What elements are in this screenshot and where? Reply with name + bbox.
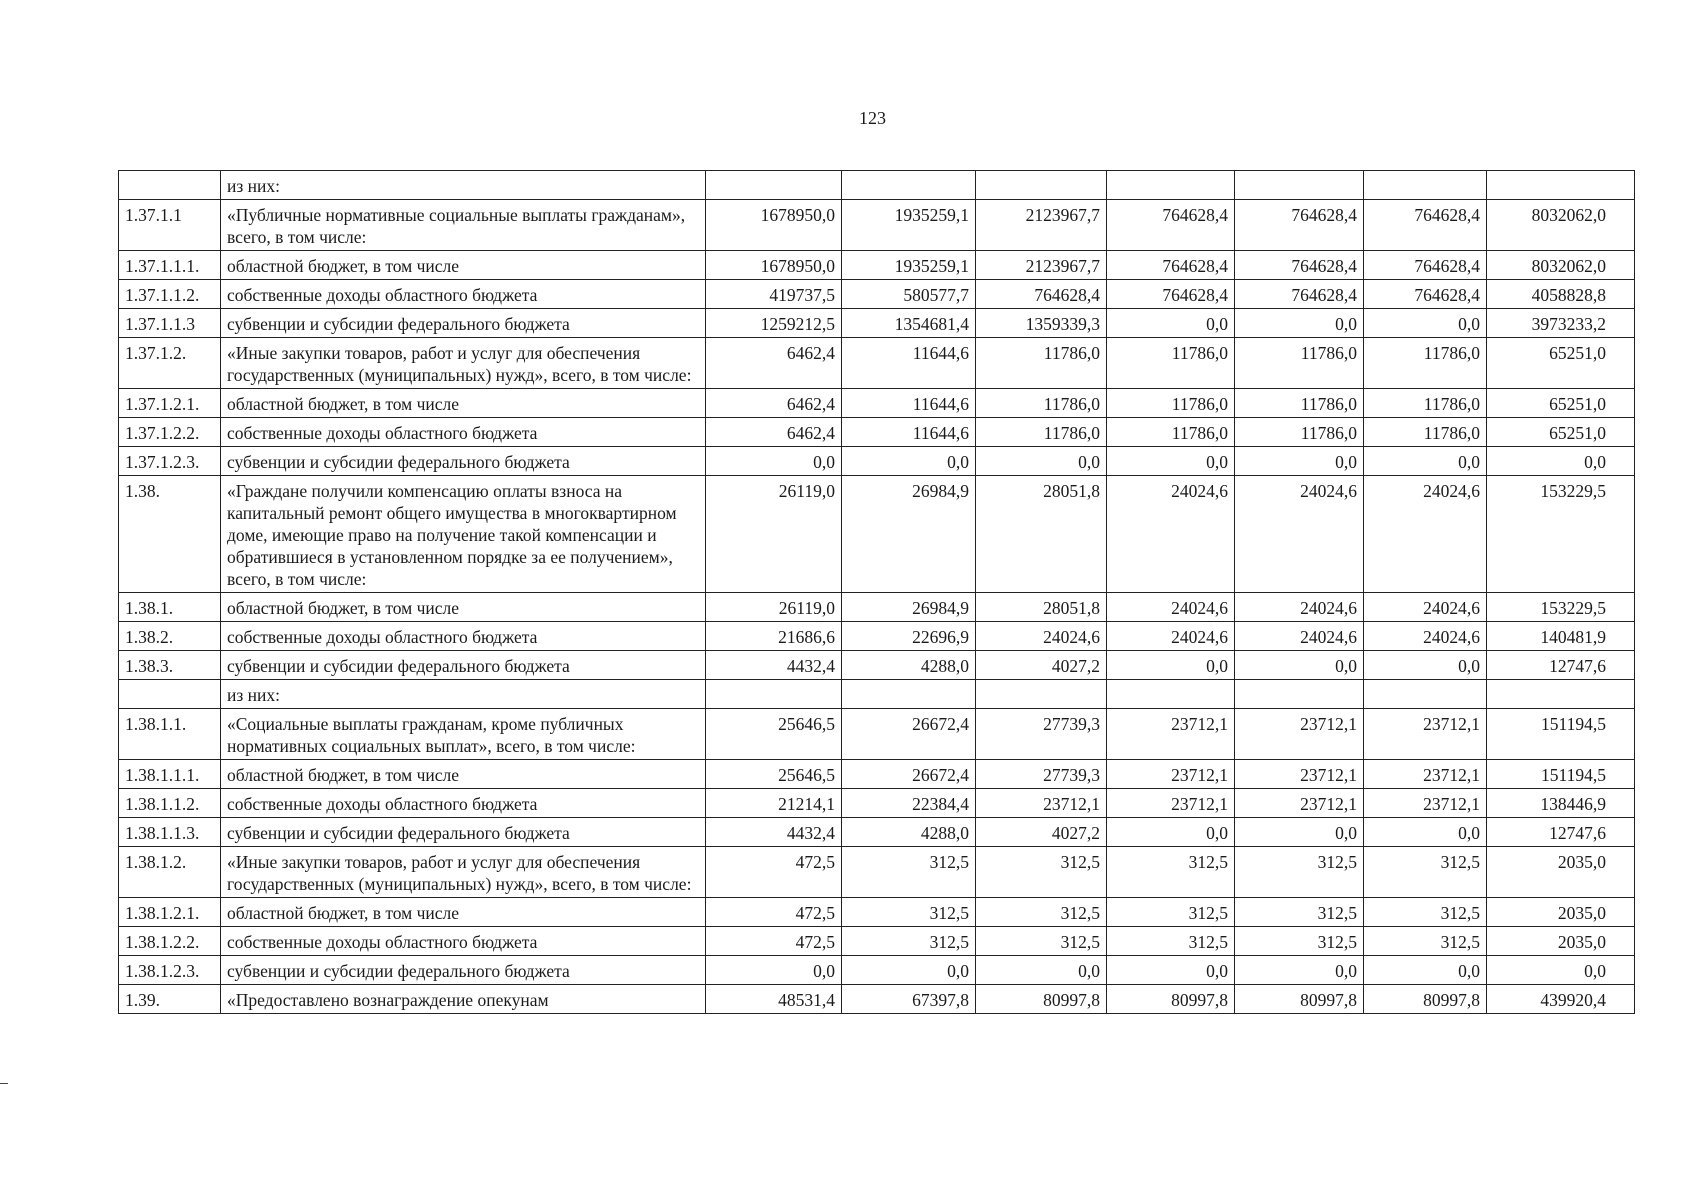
row-value-cell: 26984,9 [842, 593, 976, 622]
row-value-cell: 67397,8 [842, 985, 976, 1014]
row-value-cell: 312,5 [1235, 927, 1364, 956]
row-description-cell: собственные доходы областного бюджета [221, 789, 706, 818]
table-row [119, 927, 1635, 956]
table-body [119, 171, 1635, 1014]
row-value-cell: 21686,6 [706, 622, 842, 651]
row-description-cell: субвенции и субсидии федерального бюджета [221, 651, 706, 680]
row-description-cell: областной бюджет, в том числе [221, 593, 706, 622]
row-description-cell: областной бюджет, в том числе [221, 389, 706, 418]
row-code-cell: 1.37.1.2.1. [119, 389, 221, 418]
row-total-cell: 8032062,0 [1487, 200, 1635, 251]
row-value-cell: 0,0 [842, 447, 976, 476]
row-value-cell: 2123967,7 [976, 200, 1107, 251]
row-value-cell: 312,5 [1235, 847, 1364, 898]
table-row [119, 251, 1635, 280]
row-value-cell: 0,0 [976, 447, 1107, 476]
row-value-cell: 11786,0 [1235, 389, 1364, 418]
row-code-cell: 1.38.1.2.1. [119, 898, 221, 927]
row-code-cell: 1.37.1.2. [119, 338, 221, 389]
row-total-cell: 0,0 [1487, 447, 1635, 476]
row-code-cell: 1.38.3. [119, 651, 221, 680]
table-row [119, 709, 1635, 760]
budget-table [118, 170, 1635, 1014]
row-code-cell: 1.37.1.2.2. [119, 418, 221, 447]
row-value-cell: 22696,9 [842, 622, 976, 651]
row-description-cell: из них: [221, 171, 706, 200]
row-value-cell: 764628,4 [1235, 200, 1364, 251]
row-total-cell: 151194,5 [1487, 760, 1635, 789]
row-total-cell: 2035,0 [1487, 898, 1635, 927]
table-row [119, 200, 1635, 251]
row-value-cell: 28051,8 [976, 476, 1107, 593]
table-row [119, 847, 1635, 898]
row-value-cell: 312,5 [842, 847, 976, 898]
row-value-cell: 26984,9 [842, 476, 976, 593]
row-value-cell: 0,0 [1364, 956, 1487, 985]
row-total-cell: 153229,5 [1487, 593, 1635, 622]
row-value-cell: 4432,4 [706, 651, 842, 680]
row-description-cell: «Граждане получили компенсацию оплаты взноса на капитальный ремонт общего имущества в многоквартирном доме, имеющие право на получение такой компенсации и обратившиеся в установленном порядке за ее получением», всего, в том числе: [221, 476, 706, 593]
row-value-cell: 23712,1 [976, 789, 1107, 818]
row-value-cell: 764628,4 [1107, 280, 1235, 309]
row-value-cell: 11644,6 [842, 338, 976, 389]
row-value-cell: 764628,4 [1364, 280, 1487, 309]
row-value-cell: 0,0 [1235, 818, 1364, 847]
table-row [119, 818, 1635, 847]
row-value-cell: 0,0 [1235, 956, 1364, 985]
row-value-cell: 764628,4 [1107, 251, 1235, 280]
row-value-cell: 11786,0 [1235, 418, 1364, 447]
row-total-cell: 439920,4 [1487, 985, 1635, 1014]
row-total-cell: 12747,6 [1487, 651, 1635, 680]
row-value-cell: 0,0 [1107, 651, 1235, 680]
table-row [119, 447, 1635, 476]
row-code-cell: 1.38.1.1.3. [119, 818, 221, 847]
row-value-cell: 0,0 [1364, 818, 1487, 847]
row-value-cell: 24024,6 [1235, 622, 1364, 651]
row-code-cell [119, 680, 221, 709]
row-value-cell: 764628,4 [1364, 200, 1487, 251]
row-value-cell: 6462,4 [706, 418, 842, 447]
row-description-cell: «Иные закупки товаров, работ и услуг для обеспечения государственных (муниципальных) нужд», всего, в том числе: [221, 338, 706, 389]
row-value-cell [976, 680, 1107, 709]
row-value-cell: 0,0 [976, 956, 1107, 985]
row-value-cell: 23712,1 [1107, 709, 1235, 760]
row-value-cell: 312,5 [976, 898, 1107, 927]
table-row [119, 476, 1635, 593]
row-value-cell: 24024,6 [976, 622, 1107, 651]
row-code-cell: 1.38.1.2.2. [119, 927, 221, 956]
row-value-cell: 27739,3 [976, 709, 1107, 760]
row-total-cell: 65251,0 [1487, 418, 1635, 447]
row-value-cell: 25646,5 [706, 709, 842, 760]
row-value-cell: 24024,6 [1107, 622, 1235, 651]
row-description-cell: собственные доходы областного бюджета [221, 927, 706, 956]
row-value-cell: 6462,4 [706, 389, 842, 418]
row-value-cell: 764628,4 [1107, 200, 1235, 251]
row-value-cell: 4288,0 [842, 651, 976, 680]
row-value-cell: 11786,0 [1107, 418, 1235, 447]
row-total-cell: 65251,0 [1487, 338, 1635, 389]
row-value-cell: 764628,4 [976, 280, 1107, 309]
row-value-cell: 580577,7 [842, 280, 976, 309]
row-value-cell: 11644,6 [842, 389, 976, 418]
row-value-cell: 24024,6 [1235, 593, 1364, 622]
row-value-cell: 0,0 [842, 956, 976, 985]
row-code-cell: 1.38.1.1.1. [119, 760, 221, 789]
row-code-cell: 1.37.1.1.2. [119, 280, 221, 309]
row-code-cell: 1.38.2. [119, 622, 221, 651]
table-row [119, 171, 1635, 200]
row-total-cell: 151194,5 [1487, 709, 1635, 760]
row-value-cell [1235, 680, 1364, 709]
row-value-cell: 312,5 [1107, 927, 1235, 956]
row-value-cell: 23712,1 [1364, 760, 1487, 789]
table-row [119, 418, 1635, 447]
row-value-cell: 0,0 [1364, 309, 1487, 338]
row-total-cell [1487, 171, 1635, 200]
row-value-cell: 1354681,4 [842, 309, 976, 338]
row-description-cell: субвенции и субсидии федерального бюджета [221, 447, 706, 476]
row-total-cell: 12747,6 [1487, 818, 1635, 847]
row-value-cell: 26119,0 [706, 593, 842, 622]
row-value-cell: 26672,4 [842, 709, 976, 760]
row-code-cell: 1.39. [119, 985, 221, 1014]
row-total-cell: 2035,0 [1487, 927, 1635, 956]
row-value-cell: 11786,0 [1107, 389, 1235, 418]
row-value-cell: 11786,0 [1364, 418, 1487, 447]
row-description-cell: «Публичные нормативные социальные выплаты гражданам», всего, в том числе: [221, 200, 706, 251]
row-description-cell: областной бюджет, в том числе [221, 251, 706, 280]
row-value-cell: 23712,1 [1235, 760, 1364, 789]
row-value-cell: 764628,4 [1235, 280, 1364, 309]
row-code-cell: 1.37.1.1.3 [119, 309, 221, 338]
row-value-cell: 6462,4 [706, 338, 842, 389]
row-code-cell: 1.37.1.1.1. [119, 251, 221, 280]
row-value-cell: 25646,5 [706, 760, 842, 789]
scan-edge-mark [0, 1083, 8, 1084]
row-value-cell: 312,5 [842, 898, 976, 927]
row-code-cell: 1.38.1.1. [119, 709, 221, 760]
row-value-cell: 0,0 [1364, 651, 1487, 680]
row-value-cell: 11786,0 [976, 418, 1107, 447]
page-number: 123 [859, 108, 886, 128]
table-row [119, 898, 1635, 927]
row-total-cell: 2035,0 [1487, 847, 1635, 898]
row-total-cell: 0,0 [1487, 956, 1635, 985]
row-value-cell: 26119,0 [706, 476, 842, 593]
row-value-cell: 0,0 [706, 956, 842, 985]
row-value-cell: 23712,1 [1364, 709, 1487, 760]
row-code-cell: 1.37.1.1 [119, 200, 221, 251]
table-row [119, 985, 1635, 1014]
row-value-cell: 1935259,1 [842, 200, 976, 251]
table-row [119, 309, 1635, 338]
row-value-cell [1364, 680, 1487, 709]
row-value-cell: 419737,5 [706, 280, 842, 309]
row-value-cell: 2123967,7 [976, 251, 1107, 280]
row-value-cell: 312,5 [1107, 847, 1235, 898]
row-description-cell: областной бюджет, в том числе [221, 760, 706, 789]
row-value-cell: 472,5 [706, 847, 842, 898]
row-value-cell: 0,0 [1107, 818, 1235, 847]
row-value-cell: 24024,6 [1235, 476, 1364, 593]
row-value-cell: 312,5 [1107, 898, 1235, 927]
row-total-cell: 140481,9 [1487, 622, 1635, 651]
row-value-cell: 0,0 [1235, 309, 1364, 338]
row-value-cell [1235, 171, 1364, 200]
row-value-cell: 312,5 [1364, 898, 1487, 927]
row-total-cell: 3973233,2 [1487, 309, 1635, 338]
row-value-cell: 24024,6 [1364, 476, 1487, 593]
row-value-cell: 4432,4 [706, 818, 842, 847]
row-value-cell [976, 171, 1107, 200]
row-value-cell: 24024,6 [1107, 593, 1235, 622]
row-code-cell: 1.38.1.1.2. [119, 789, 221, 818]
row-value-cell: 80997,8 [1235, 985, 1364, 1014]
row-value-cell: 23712,1 [1107, 760, 1235, 789]
row-value-cell: 0,0 [1107, 447, 1235, 476]
row-value-cell: 312,5 [976, 847, 1107, 898]
row-value-cell: 4027,2 [976, 818, 1107, 847]
row-description-cell: субвенции и субсидии федерального бюджета [221, 956, 706, 985]
row-value-cell: 11644,6 [842, 418, 976, 447]
row-value-cell [706, 680, 842, 709]
row-value-cell: 11786,0 [976, 389, 1107, 418]
table-row [119, 651, 1635, 680]
row-value-cell: 1935259,1 [842, 251, 976, 280]
row-value-cell: 312,5 [842, 927, 976, 956]
row-value-cell: 11786,0 [976, 338, 1107, 389]
row-description-cell: «Предоставлено вознаграждение опекунам [221, 985, 706, 1014]
row-value-cell: 24024,6 [1364, 622, 1487, 651]
row-value-cell [706, 171, 842, 200]
row-value-cell: 0,0 [1107, 956, 1235, 985]
row-value-cell: 80997,8 [1107, 985, 1235, 1014]
row-value-cell: 23712,1 [1235, 709, 1364, 760]
row-description-cell: из них: [221, 680, 706, 709]
row-value-cell: 0,0 [1235, 447, 1364, 476]
row-code-cell: 1.38.1. [119, 593, 221, 622]
row-value-cell: 11786,0 [1364, 338, 1487, 389]
row-description-cell: собственные доходы областного бюджета [221, 622, 706, 651]
row-value-cell: 312,5 [1364, 927, 1487, 956]
row-value-cell: 24024,6 [1364, 593, 1487, 622]
row-value-cell: 764628,4 [1364, 251, 1487, 280]
row-description-cell: областной бюджет, в том числе [221, 898, 706, 927]
row-value-cell: 0,0 [1364, 447, 1487, 476]
row-description-cell: «Иные закупки товаров, работ и услуг для обеспечения государственных (муниципальных) нужд», всего, в том числе: [221, 847, 706, 898]
row-value-cell: 24024,6 [1107, 476, 1235, 593]
row-value-cell: 764628,4 [1235, 251, 1364, 280]
row-value-cell: 26672,4 [842, 760, 976, 789]
row-value-cell: 28051,8 [976, 593, 1107, 622]
row-value-cell: 23712,1 [1235, 789, 1364, 818]
row-value-cell [842, 680, 976, 709]
row-value-cell: 472,5 [706, 898, 842, 927]
row-total-cell: 4058828,8 [1487, 280, 1635, 309]
row-value-cell: 11786,0 [1107, 338, 1235, 389]
table-row [119, 389, 1635, 418]
row-description-cell: собственные доходы областного бюджета [221, 280, 706, 309]
row-value-cell: 48531,4 [706, 985, 842, 1014]
row-value-cell: 0,0 [1107, 309, 1235, 338]
row-value-cell: 312,5 [976, 927, 1107, 956]
row-value-cell: 4288,0 [842, 818, 976, 847]
row-value-cell: 27739,3 [976, 760, 1107, 789]
row-description-cell: субвенции и субсидии федерального бюджета [221, 818, 706, 847]
row-total-cell: 138446,9 [1487, 789, 1635, 818]
row-code-cell: 1.38.1.2.3. [119, 956, 221, 985]
row-value-cell: 472,5 [706, 927, 842, 956]
row-value-cell: 80997,8 [1364, 985, 1487, 1014]
row-value-cell: 0,0 [706, 447, 842, 476]
table-row [119, 593, 1635, 622]
row-code-cell: 1.38.1.2. [119, 847, 221, 898]
row-value-cell [1364, 171, 1487, 200]
table-row [119, 338, 1635, 389]
row-value-cell: 22384,4 [842, 789, 976, 818]
row-value-cell [842, 171, 976, 200]
row-value-cell [1107, 171, 1235, 200]
row-value-cell [1107, 680, 1235, 709]
row-total-cell [1487, 680, 1635, 709]
table-row [119, 280, 1635, 309]
row-code-cell: 1.37.1.2.3. [119, 447, 221, 476]
row-value-cell: 80997,8 [976, 985, 1107, 1014]
row-value-cell: 11786,0 [1235, 338, 1364, 389]
row-value-cell: 1359339,3 [976, 309, 1107, 338]
row-value-cell: 1678950,0 [706, 200, 842, 251]
row-value-cell: 1678950,0 [706, 251, 842, 280]
row-value-cell: 0,0 [1235, 651, 1364, 680]
table-row [119, 760, 1635, 789]
row-total-cell: 8032062,0 [1487, 251, 1635, 280]
table-row [119, 956, 1635, 985]
row-description-cell: субвенции и субсидии федерального бюджета [221, 309, 706, 338]
row-value-cell: 23712,1 [1107, 789, 1235, 818]
row-value-cell: 312,5 [1235, 898, 1364, 927]
row-value-cell: 23712,1 [1364, 789, 1487, 818]
table-row [119, 622, 1635, 651]
row-code-cell: 1.38. [119, 476, 221, 593]
row-value-cell: 312,5 [1364, 847, 1487, 898]
table-row [119, 789, 1635, 818]
row-value-cell: 11786,0 [1364, 389, 1487, 418]
row-code-cell [119, 171, 221, 200]
table-row [119, 680, 1635, 709]
row-value-cell: 21214,1 [706, 789, 842, 818]
row-value-cell: 4027,2 [976, 651, 1107, 680]
row-value-cell: 1259212,5 [706, 309, 842, 338]
row-total-cell: 153229,5 [1487, 476, 1635, 593]
row-total-cell: 65251,0 [1487, 389, 1635, 418]
row-description-cell: «Социальные выплаты гражданам, кроме публичных нормативных социальных выплат», всего, в том числе: [221, 709, 706, 760]
row-description-cell: собственные доходы областного бюджета [221, 418, 706, 447]
